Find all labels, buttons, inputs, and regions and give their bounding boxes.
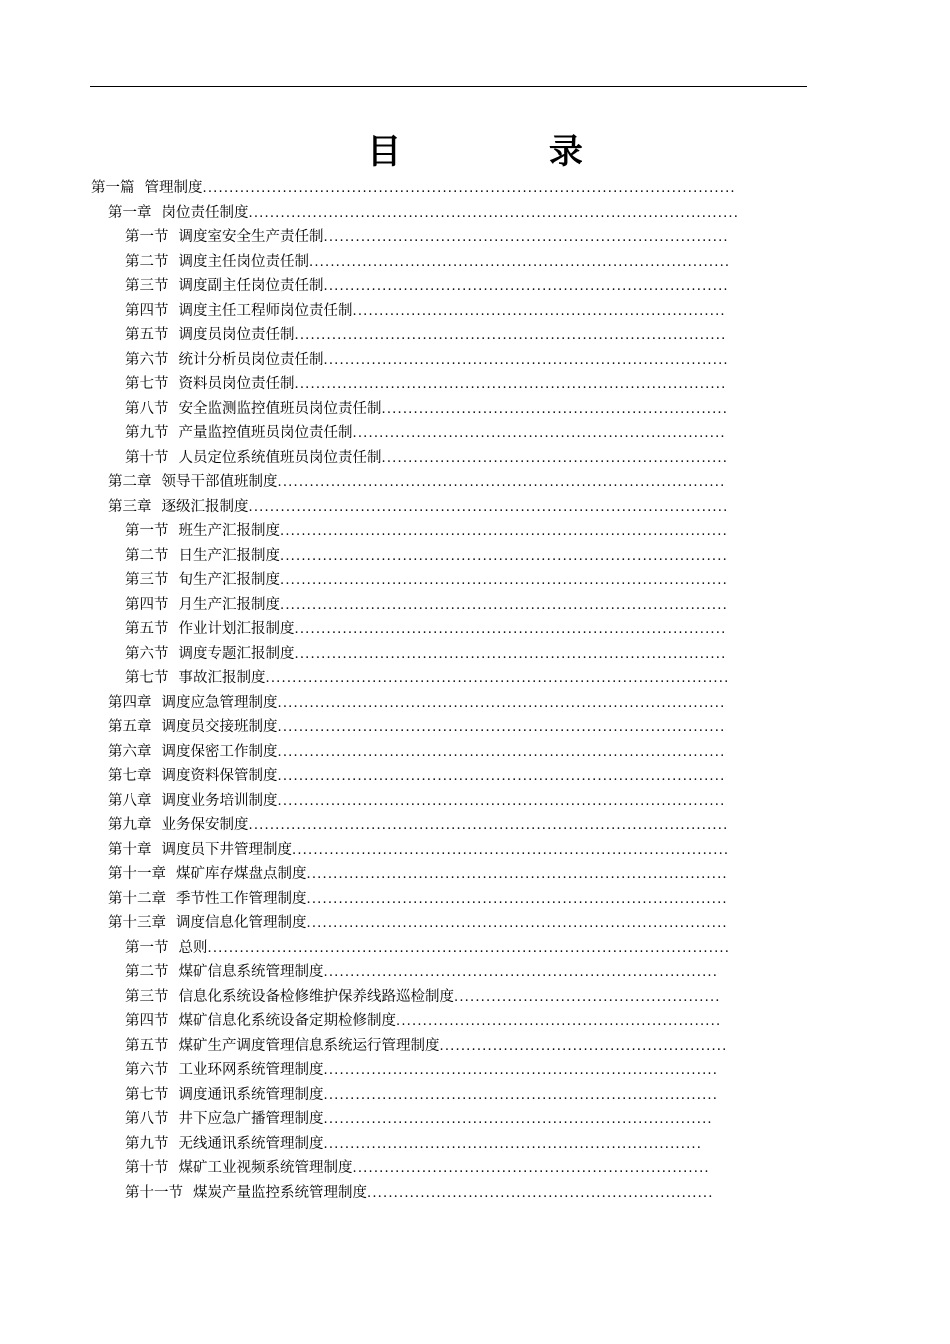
toc-leader-dots: ................................................................................. (294, 328, 727, 343)
toc-entry-number: 第三节 (125, 988, 169, 1005)
toc-entry-title: 调度副主任岗位责任制 (178, 278, 324, 294)
toc-entry[interactable] (108, 201, 739, 226)
toc-entry-title: 调度员交接班制度 (161, 719, 278, 735)
toc-entry[interactable] (125, 1034, 727, 1059)
toc-entry[interactable] (125, 1083, 718, 1108)
toc-entry[interactable] (125, 397, 728, 422)
toc-entry-number: 第七节 (125, 1086, 169, 1103)
toc-entry-number: 第三章 (108, 498, 152, 515)
toc-entry-number: 第六节 (125, 351, 169, 368)
toc-entry-number: 第四节 (125, 1013, 169, 1029)
toc-leader-dots: ............................................................. (396, 1014, 722, 1029)
toc-entry-number: 第一章 (108, 204, 152, 221)
toc-entry-title: 日生产汇报制度 (178, 547, 280, 564)
toc-entry[interactable] (108, 715, 725, 740)
toc-leader-dots: .................................................. (454, 989, 721, 1005)
toc-entry[interactable] (125, 544, 728, 569)
toc-leader-dots: .......................................................................... (323, 1063, 719, 1078)
toc-entry[interactable] (125, 1181, 714, 1206)
toc-leader-dots: ............................................................................... (306, 891, 728, 907)
toc-entry-number: 第三节 (125, 278, 169, 294)
toc-entry[interactable] (125, 519, 728, 544)
toc-entry-number: 第十三章 (108, 915, 166, 931)
toc-entry[interactable] (125, 274, 729, 299)
toc-entry-number: 第五节 (125, 1037, 169, 1054)
toc-leader-dots: .................................................................................... (280, 524, 728, 539)
toc-entry-title: 调度室安全生产责任制 (178, 229, 324, 245)
toc-entry-number: 第五章 (108, 719, 152, 735)
toc-leader-dots: .................................................................................................. (207, 940, 731, 956)
toc-leader-dots: ............................................................................ (323, 352, 729, 368)
toc-entry-title: 调度专题汇报制度 (178, 645, 295, 662)
toc-leader-dots: ................................................................. (381, 401, 729, 417)
toc-entry[interactable] (125, 985, 721, 1010)
toc-entry-title: 月生产汇报制度 (178, 596, 280, 613)
toc-entry-title: 业务保安制度 (161, 817, 249, 833)
toc-entry[interactable] (125, 1156, 710, 1181)
toc-entry-title: 调度员岗位责任制 (178, 327, 295, 343)
toc-leader-dots: ................................................................................. (294, 622, 727, 637)
toc-entry[interactable] (125, 421, 726, 446)
toc-entry[interactable] (125, 568, 728, 593)
toc-leader-dots: .......................................................................................... (248, 818, 729, 833)
toc-entry-number: 第二节 (125, 964, 169, 980)
toc-entry-title: 旬生产汇报制度 (178, 572, 280, 588)
toc-entry-title: 煤矿库存煤盘点制度 (176, 866, 307, 882)
toc-entry-number: 第十二章 (108, 890, 166, 907)
toc-entry-title: 调度主任工程师岗位责任制 (178, 302, 353, 319)
toc-entry-number: 第二节 (125, 547, 169, 564)
toc-leader-dots: ............................................................................ (323, 279, 729, 294)
toc-entry-number: 第一篇 (91, 180, 135, 196)
toc-entry-number: 第九节 (125, 425, 169, 441)
toc-leader-dots: .................................................................................... (277, 793, 726, 809)
toc-leader-dots: ................................................................... (352, 1161, 710, 1176)
toc-leader-dots: ................................................................. (367, 1185, 714, 1201)
toc-leader-dots: ....................................................................................... (265, 671, 730, 686)
toc-entry[interactable] (125, 666, 729, 691)
toc-entry-number: 第八节 (125, 1111, 169, 1127)
toc-leader-dots: .................................................................................... (277, 695, 726, 711)
toc-entry-title: 统计分析员岗位责任制 (178, 351, 324, 368)
toc-entry-number: 第四节 (125, 596, 169, 613)
toc-entry[interactable] (125, 323, 726, 348)
toc-entry[interactable] (125, 936, 730, 961)
toc-entry[interactable] (125, 446, 728, 471)
toc-leader-dots: .................................................................................. (292, 842, 730, 858)
toc-entry-title: 管理制度 (144, 180, 203, 196)
toc-leader-dots: ...................................................................... (352, 426, 726, 441)
toc-title: 目 录 (367, 132, 651, 172)
toc-entry-number: 第九章 (108, 817, 152, 833)
toc-entry-title: 班生产汇报制度 (178, 523, 280, 539)
toc-entry-number: 第三节 (125, 572, 169, 588)
toc-entry-title: 煤矿工业视频系统管理制度 (178, 1160, 353, 1176)
toc-leader-dots: ................................................................................. (294, 646, 727, 662)
toc-leader-dots: .................................................................................... (277, 769, 726, 784)
toc-entry-title: 煤矿信息化系统设备定期检修制度 (178, 1013, 396, 1029)
toc-entry-title: 人员定位系统值班员岗位责任制 (178, 449, 382, 466)
toc-entry-number: 第十节 (125, 1160, 169, 1176)
toc-entry-number: 第六节 (125, 1062, 169, 1078)
toc-leader-dots: ............................................................................... (306, 867, 728, 882)
toc-entry-number: 第六节 (125, 645, 169, 662)
header-rule (90, 86, 807, 87)
toc-entry-number: 第十一节 (125, 1184, 183, 1201)
toc-entry-title: 煤矿生产调度管理信息系统运行管理制度 (178, 1037, 440, 1054)
toc-entry[interactable] (125, 960, 718, 985)
toc-entry-number: 第八章 (108, 792, 152, 809)
toc-leader-dots: .................................................................................... (280, 548, 728, 564)
toc-entry[interactable] (108, 740, 725, 765)
toc-leader-dots: ............................................................................... (306, 916, 728, 931)
toc-entry[interactable] (125, 642, 726, 667)
toc-leader-dots: ............................................................................ (323, 230, 729, 245)
toc-entry-title: 领导干部值班制度 (161, 474, 278, 490)
toc-entry-title: 调度信息化管理制度 (176, 915, 307, 931)
toc-entry[interactable] (125, 593, 728, 618)
toc-leader-dots: .......................................................................... (323, 1087, 719, 1103)
toc-entry-title: 资料员岗位责任制 (178, 376, 295, 392)
toc-entry-number: 第一节 (125, 229, 169, 245)
toc-entry[interactable] (125, 1107, 713, 1132)
toc-leader-dots: .................................................................................... (277, 720, 726, 735)
toc-entry-title: 作业计划汇报制度 (178, 621, 295, 637)
toc-entry-title: 安全监测监控值班员岗位责任制 (178, 400, 382, 417)
toc-entry-number: 第四章 (108, 694, 152, 711)
toc-entry-title: 产量监控值班员岗位责任制 (178, 425, 353, 441)
toc-entry-number: 第一节 (125, 523, 169, 539)
toc-leader-dots: .................................................................................... (277, 744, 726, 760)
toc-entry[interactable] (125, 372, 726, 397)
toc-entry-title: 调度资料保管制度 (161, 768, 278, 784)
toc-entry-title: 季节性工作管理制度 (176, 890, 307, 907)
toc-entry[interactable] (125, 617, 726, 642)
toc-leader-dots: ......................................................................... (323, 1112, 713, 1127)
toc-entry-title: 总则 (178, 939, 208, 956)
toc-entry-title: 调度业务培训制度 (161, 792, 278, 809)
toc-leader-dots: ....................................................................... (323, 1136, 703, 1152)
toc-leader-dots: .................................................................................... (280, 597, 728, 613)
toc-entry[interactable] (108, 691, 725, 716)
toc-entry[interactable] (108, 813, 728, 838)
toc-entry-number: 第一节 (125, 939, 169, 956)
toc-leader-dots: .......................................................................... (323, 965, 719, 980)
toc-entry-number: 第五节 (125, 621, 169, 637)
toc-entry-title: 调度应急管理制度 (161, 694, 278, 711)
toc-entry-number: 第十章 (108, 841, 152, 858)
toc-entry[interactable] (125, 348, 729, 373)
toc-entry[interactable] (108, 911, 728, 936)
toc-leader-dots: ................................................................................. (294, 377, 727, 392)
toc-leader-dots: .................................................................................................... (202, 181, 736, 196)
toc-entry[interactable] (125, 1132, 702, 1157)
toc-entry-title: 岗位责任制度 (161, 204, 249, 221)
toc-entry-title: 调度主任岗位责任制 (178, 253, 309, 270)
toc-entry-title: 信息化系统设备检修维护保养线路巡检制度 (178, 988, 454, 1005)
toc-entry-title: 调度通讯系统管理制度 (178, 1086, 324, 1103)
toc-leader-dots: .......................................................................................... (248, 499, 729, 515)
toc-entry-number: 第十一章 (108, 866, 166, 882)
toc-leader-dots: .................................................................................... (277, 475, 726, 490)
toc-entry[interactable] (108, 495, 728, 520)
toc-entry[interactable] (125, 250, 730, 275)
toc-entry-title: 井下应急广播管理制度 (178, 1111, 324, 1127)
toc-entry-title: 无线通讯系统管理制度 (178, 1135, 324, 1152)
toc-entry[interactable] (125, 1009, 721, 1034)
toc-entry-number: 第二节 (125, 253, 169, 270)
toc-entry-title: 煤矿信息系统管理制度 (178, 964, 324, 980)
toc-entry[interactable] (125, 299, 726, 324)
toc-leader-dots: ............................................................................... (309, 254, 731, 270)
toc-entry-number: 第八节 (125, 400, 169, 417)
toc-entry-number: 第四节 (125, 302, 169, 319)
toc-entry-title: 事故汇报制度 (178, 670, 266, 686)
toc-entry-number: 第七节 (125, 376, 169, 392)
toc-entry[interactable] (125, 1058, 718, 1083)
toc-entry-number: 第五节 (125, 327, 169, 343)
toc-leader-dots: ................................................................. (381, 450, 729, 466)
toc-entry-number: 第十节 (125, 449, 169, 466)
toc-entry-title: 调度保密工作制度 (161, 743, 278, 760)
toc-entry-number: 第七节 (125, 670, 169, 686)
toc-entry-title: 工业环网系统管理制度 (178, 1062, 324, 1078)
toc-entry-number: 第九节 (125, 1135, 169, 1152)
toc-entry[interactable] (91, 176, 736, 201)
toc-entry[interactable] (108, 862, 728, 887)
toc-entry-number: 第七章 (108, 768, 152, 784)
toc-leader-dots: .................................................................................... (280, 573, 728, 588)
toc-leader-dots: ...................................................................... (352, 303, 726, 319)
toc-entry[interactable] (108, 887, 728, 912)
toc-entry[interactable] (125, 225, 729, 250)
toc-leader-dots: ...................................................... (439, 1038, 728, 1054)
toc-entry[interactable] (108, 789, 725, 814)
toc-leader-dots: ............................................................................................ (248, 205, 740, 221)
toc-entry-title: 逐级汇报制度 (161, 498, 249, 515)
toc-entry[interactable] (108, 838, 729, 863)
toc-entry[interactable] (108, 470, 725, 495)
toc-entry-title: 煤炭产量监控系统管理制度 (193, 1184, 367, 1201)
toc-entry[interactable] (108, 764, 725, 789)
toc-entry-number: 第六章 (108, 743, 152, 760)
toc-entry-title: 调度员下井管理制度 (161, 841, 292, 858)
toc-entry-number: 第二章 (108, 474, 152, 490)
